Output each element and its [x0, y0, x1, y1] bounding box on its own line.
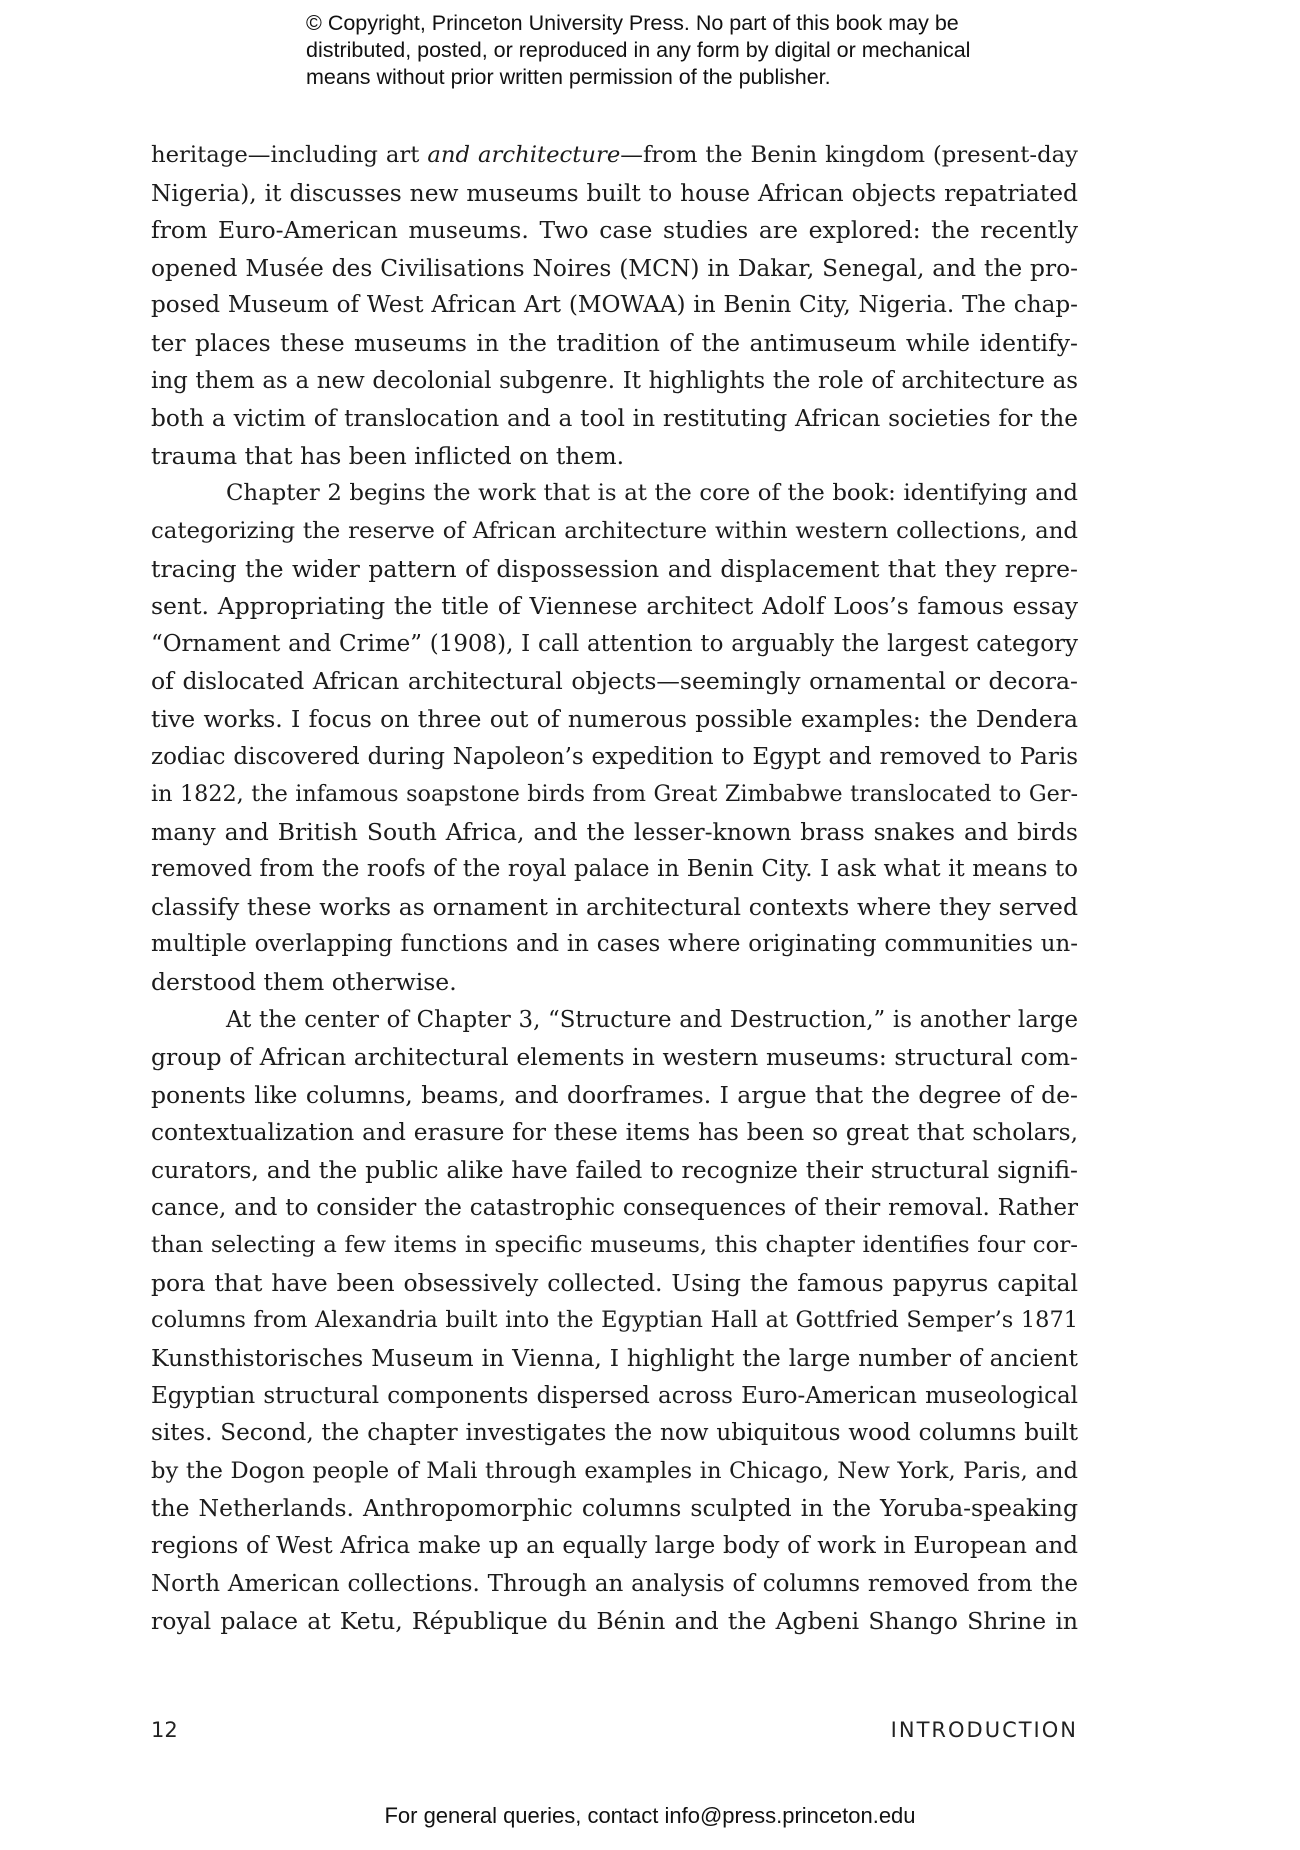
text-line: the Netherlands. Anthropomorphic columns sculpted in the Yoruba-speaking [151, 1494, 1078, 1523]
text-line: classify these works as ornament in architectural contexts where they served [151, 892, 1078, 921]
text-line: opened Musée des Civilisations Noires (MCN) in Dakar, Senegal, and the pro- [151, 254, 1078, 282]
text-line: group of African architectural elements in western museums: structural com- [151, 1043, 1078, 1072]
text-line: heritage—including art and architecture—from the Benin kingdom (present-day [151, 142, 1078, 168]
text-line: tracing the wider pattern of dispossession and displacement that they repre- [151, 554, 1078, 583]
text-line: ponents like columns, beams, and doorframes. I argue that the degree of de- [151, 1080, 1078, 1109]
text-line: sites. Second, the chapter investigates the now ubiquitous wood columns built [151, 1420, 1078, 1447]
running-head: INTRODUCTION [890, 1718, 1078, 1742]
text-line: tive works. I focus on three out of numerous possible examples: the Dendera [151, 704, 1078, 733]
text-line: regions of West Africa make up an equally large body of work in European and [151, 1532, 1078, 1559]
text-line: “Ornament and Crime” (1908), I call attention to arguably the largest category [151, 630, 1078, 657]
text-line: in 1822, the infamous soapstone birds from Great Zimbabwe translocated to Ger- [151, 781, 1078, 808]
text-line: Chapter 2 begins the work that is at the core of the book: identifying and [226, 480, 1078, 507]
text-line: Nigeria), it discusses new museums built to house African objects repatriated [151, 178, 1078, 207]
copyright-notice: © Copyright, Princeton University Press. No part of this book may be distributed, posted, or reproduced in any form by digital or mechanical means without prior written permission of the publisher. [306, 11, 971, 89]
text-line: curators, and the public alike have failed to recognize their structural signifi- [151, 1156, 1078, 1185]
text-line: contextualization and erasure for these items has been so great that scholars, [151, 1119, 1078, 1147]
body-text [151, 137, 1078, 1641]
italic-phrase: and architecture [427, 142, 621, 168]
text-line: North American collections. Through an analysis of columns removed from the [151, 1570, 1078, 1597]
text-line: by the Dogon people of Mali through examples in Chicago, New York, Paris, and [151, 1457, 1078, 1484]
text-line: columns from Alexandria built into the Egyptian Hall at Gottfried Semper’s 1871 [151, 1307, 1078, 1334]
text-line: both a victim of translocation and a tool in restituting African societies for the [151, 405, 1078, 433]
text-line: royal palace at Ketu, République du Bénin and the Agbeni Shango Shrine in [151, 1607, 1078, 1636]
text-line: than selecting a few items in specific museums, this chapter identifies four cor- [151, 1232, 1078, 1259]
text-line: pora that have been obsessively collected. Using the famous papyrus capital [151, 1268, 1078, 1297]
text-line: trauma that has been inflicted on them. [151, 441, 625, 470]
text-line: from Euro-American museums. Two case studies are explored: the recently [151, 216, 1078, 245]
text-line: cance, and to consider the catastrophic consequences of their removal. Rather [151, 1194, 1078, 1221]
text-line: ter places these museums in the tradition of the antimuseum while identify- [151, 328, 1078, 357]
contact-notice: For general queries, contact info@press.princeton.edu [384, 1803, 916, 1828]
text-line: of dislocated African architectural objects—seemingly ornamental or decora- [151, 667, 1078, 696]
text-line: many and British South Africa, and the lesser-known brass snakes and birds [151, 817, 1078, 846]
text-line: derstood them otherwise. [151, 968, 457, 997]
text-line: At the center of Chapter 3, “Structure and Destruction,” is another large [226, 1006, 1078, 1033]
page-number: 12 [151, 1718, 178, 1742]
text-line: multiple overlapping functions and in cases where originating communities un- [151, 931, 1078, 958]
text-line: Kunsthistorisches Museum in Vienna, I highlight the large number of ancient [151, 1344, 1078, 1372]
text-line: zodiac discovered during Napoleon’s expedition to Egypt and removed to Paris [151, 743, 1078, 770]
text-line: categorizing the reserve of African architecture within western collections, and [151, 517, 1078, 544]
text-line: ing them as a new decolonial subgenre. It highlights the role of architecture as [151, 367, 1078, 394]
text-line: sent. Appropriating the title of Viennese architect Adolf Loos’s famous essay [151, 592, 1078, 621]
text-line: removed from the roofs of the royal palace in Benin City. I ask what it means to [151, 856, 1078, 883]
text-line: Egyptian structural components dispersed across Euro-American museological [151, 1382, 1078, 1409]
text-line: posed Museum of West African Art (MOWAA) in Benin City, Nigeria. The chap- [151, 292, 1078, 319]
